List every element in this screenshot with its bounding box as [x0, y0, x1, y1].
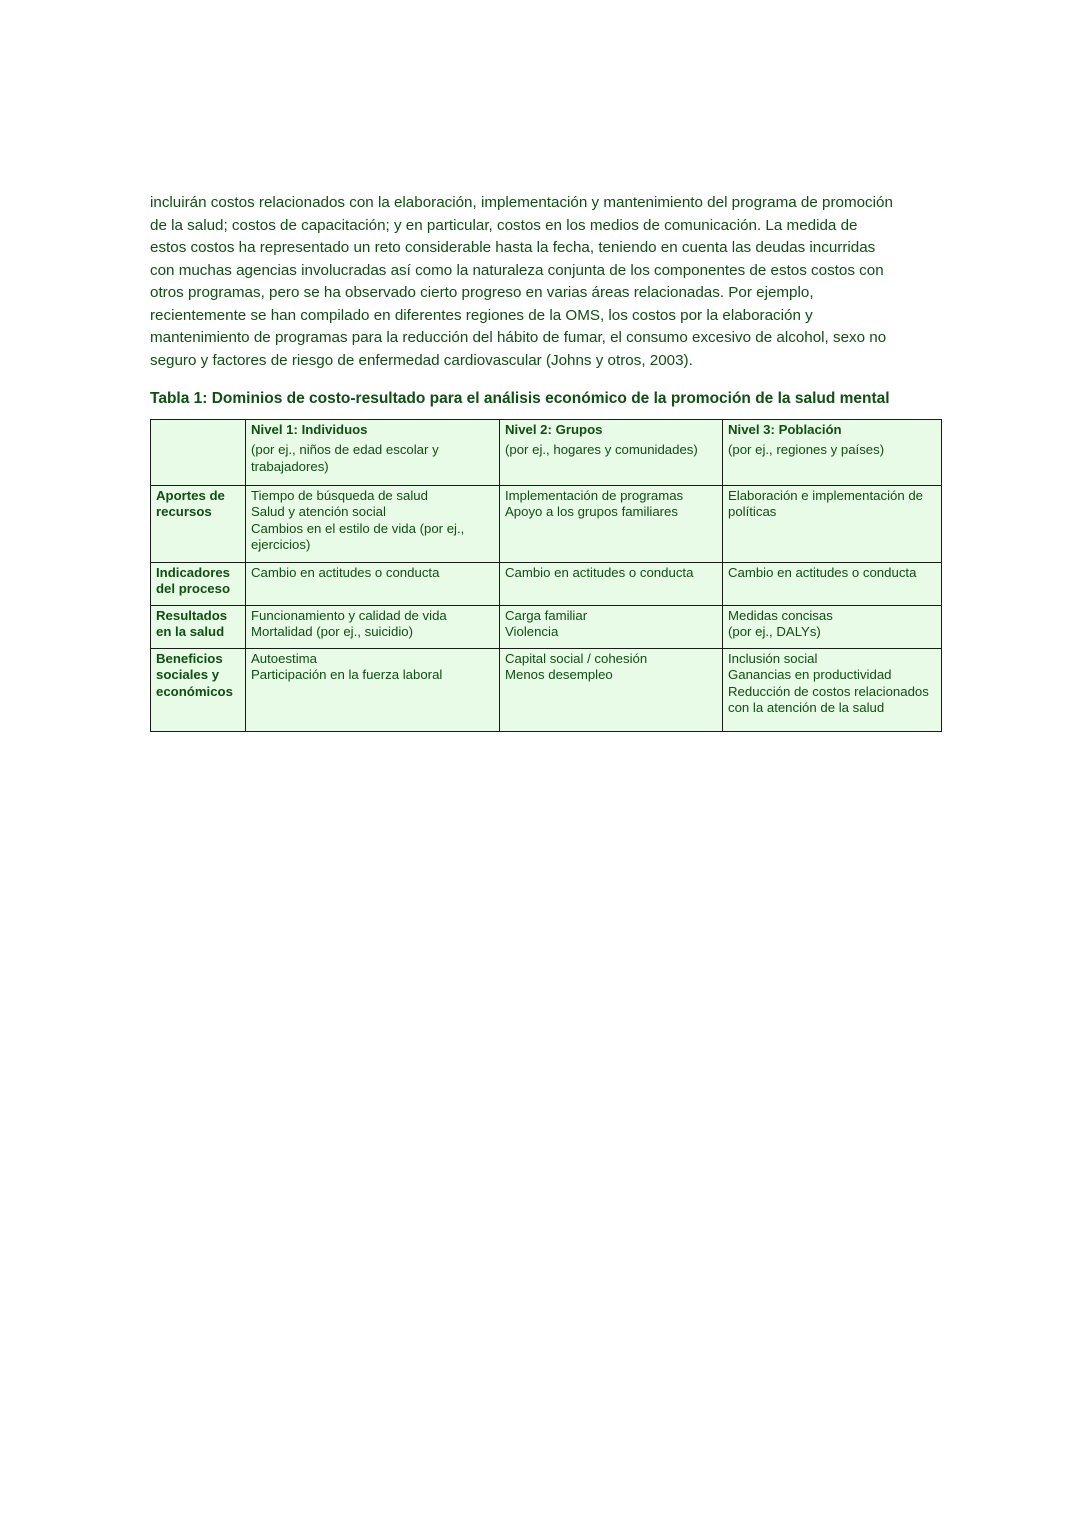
level-title: Nivel 2: Grupos — [505, 422, 603, 437]
table-cell — [723, 606, 942, 649]
level-subtitle: (por ej., hogares y comunidades) — [505, 442, 698, 458]
table-cell — [500, 649, 723, 732]
table-cell — [723, 649, 942, 732]
document-page — [150, 192, 950, 732]
level-title: Nivel 3: Población — [728, 422, 842, 437]
cell-line: Participación en la fuerza laboral — [251, 667, 443, 683]
table-cell — [500, 606, 723, 649]
table-row — [151, 486, 942, 563]
cell-line: Medidas concisas — [728, 608, 833, 623]
row-label: Aportes de recursos — [151, 486, 246, 563]
level-3-header — [723, 420, 942, 486]
cell-line: Tiempo de búsqueda de salud — [251, 488, 428, 503]
table-cell — [723, 486, 942, 563]
table-cell — [500, 563, 723, 606]
level-1-header — [246, 420, 500, 486]
level-subtitle: (por ej., niños de edad escolar y trabajadores) — [251, 442, 439, 474]
table-header-row — [151, 420, 942, 486]
cell-line: Mortalidad (por ej., suicidio) — [251, 624, 413, 640]
cell-line: Cambio en actitudes o conducta — [505, 565, 694, 580]
table-cell — [500, 486, 723, 563]
cell-line: Capital social / cohesión — [505, 651, 648, 666]
cell-line: Cambio en actitudes o conducta — [251, 565, 440, 580]
table-caption: Tabla 1: Dominios de costo-resultado para el análisis económico de la promoción de la salud mental — [150, 390, 890, 407]
table-row — [151, 563, 942, 606]
cell-line: Salud y atención social — [251, 504, 386, 520]
table-row — [151, 606, 942, 649]
table-cell — [246, 486, 500, 563]
paragraph-line: seguro y factores de riesgo de enfermedad cardiovascular (Johns y otros, 2003). — [150, 351, 693, 369]
cell-line: (por ej., DALYs) — [728, 624, 821, 640]
cell-line: Inclusión social — [728, 651, 818, 666]
paragraph-line: con muchas agencias involucradas así como la naturaleza conjunta de los componentes de estos costos con — [150, 261, 884, 279]
cell-line: Cambio en actitudes o conducta — [728, 565, 917, 580]
table-cell — [246, 563, 500, 606]
paragraph-line: mantenimiento de programas para la reducción del hábito de fumar, el consumo excesivo de alcohol, sexo no — [150, 329, 887, 346]
paragraph-line: de la salud; costos de capacitación; y en particular, costos en los medios de comunicación. La medida de — [150, 216, 858, 234]
table-cell — [723, 563, 942, 606]
paragraph-line: recientemente se han compilado en diferentes regiones de la OMS, los costos por la elaboración y — [150, 306, 813, 324]
empty-corner-cell — [151, 420, 246, 486]
cell-line: Violencia — [505, 624, 559, 640]
level-2-header — [500, 420, 723, 486]
row-label: Indicadores del proceso — [151, 563, 246, 606]
cost-outcome-table — [150, 419, 942, 732]
cell-line: Reducción de costos relacionados con la atención de la salud — [728, 683, 929, 715]
cell-line: Menos desempleo — [505, 667, 613, 683]
paragraph-line: otros programas, pero se ha observado cierto progreso en varias áreas relacionadas. Por ejemplo, — [150, 284, 814, 301]
level-subtitle: (por ej., regiones y países) — [728, 442, 885, 458]
row-label: Beneficios sociales y económicos — [151, 649, 246, 732]
level-title: Nivel 1: Individuos — [251, 422, 368, 437]
table-cell — [246, 649, 500, 732]
cell-line: Ganancias en productividad — [728, 667, 892, 683]
cell-line: Apoyo a los grupos familiares — [505, 504, 678, 520]
cell-line: Implementación de programas — [505, 488, 684, 503]
cell-line: Funcionamiento y calidad de vida — [251, 608, 447, 623]
paragraph-line: estos costos ha representado un reto considerable hasta la fecha, teniendo en cuenta las deudas incurridas — [150, 239, 876, 256]
row-label: Resultados en la salud — [151, 606, 246, 649]
paragraph-line: incluirán costos relacionados con la elaboración, implementación y mantenimiento del programa de promoción — [150, 194, 893, 211]
cell-line: Elaboración e implementación de políticas — [728, 488, 923, 520]
cell-line: Carga familiar — [505, 608, 588, 623]
table-row — [151, 649, 942, 732]
body-paragraph — [150, 192, 950, 372]
cell-line: Cambios en el estilo de vida (por ej., ejercicios) — [251, 520, 465, 552]
table-cell — [246, 606, 500, 649]
cell-line: Autoestima — [251, 651, 317, 666]
